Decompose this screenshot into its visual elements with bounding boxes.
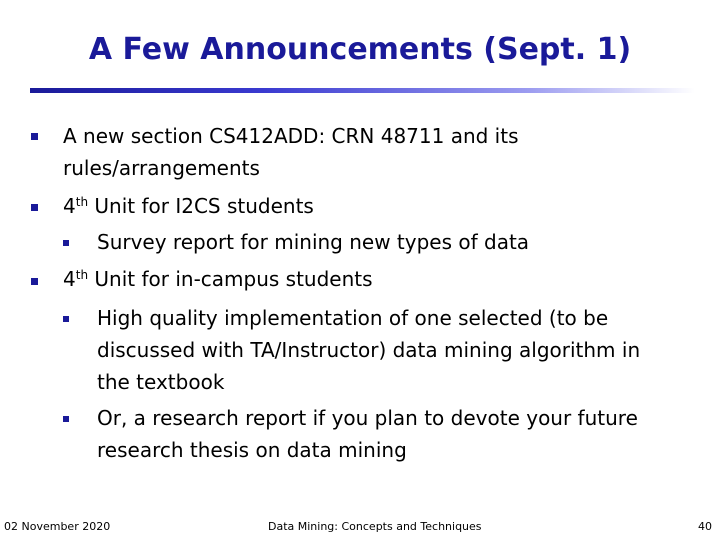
bullet-3-ordinal: th — [75, 268, 89, 282]
bullet-3-label: Unit for in-campus students — [88, 267, 373, 291]
bullet-square-icon — [31, 278, 38, 285]
bullet-2-ordinal: th — [75, 195, 89, 209]
sub-bullet-square-icon — [63, 416, 69, 422]
bullet-2-label: Unit for I2CS students — [88, 194, 314, 218]
bullet-square-icon — [31, 204, 38, 211]
bullet-3-number: 4 — [63, 267, 76, 291]
bullet-1-line-1: A new section CS412ADD: CRN 48711 and its — [63, 124, 519, 148]
bullet-3-text — [63, 263, 373, 295]
footer-title: Data Mining: Concepts and Techniques — [268, 520, 482, 533]
page-number: 40 — [698, 520, 712, 533]
footer-date: 02 November 2020 — [4, 520, 111, 533]
sub-bullet-3-1-line-1: High quality implementation of one selected (to be — [97, 306, 609, 330]
bullet-2-number: 4 — [63, 194, 76, 218]
sub-bullet-3-2-line-2: research thesis on data mining — [97, 438, 407, 462]
bullet-square-icon — [31, 133, 38, 140]
bullet-1-line-2: rules/arrangements — [63, 156, 260, 180]
sub-bullet-square-icon — [63, 316, 69, 322]
slide-title: A Few Announcements (Sept. 1) — [88, 32, 632, 67]
sub-bullet-3-2-line-1: Or, a research report if you plan to devote your future — [97, 406, 638, 430]
sub-bullet-2-1-text: Survey report for mining new types of data — [97, 230, 530, 254]
sub-bullet-3-1-line-3: the textbook — [97, 370, 225, 394]
bullet-2-text — [63, 190, 314, 222]
sub-bullet-3-1-line-2: discussed with TA/Instructor) data mining algorithm in — [97, 338, 641, 362]
sub-bullet-square-icon — [63, 240, 69, 246]
